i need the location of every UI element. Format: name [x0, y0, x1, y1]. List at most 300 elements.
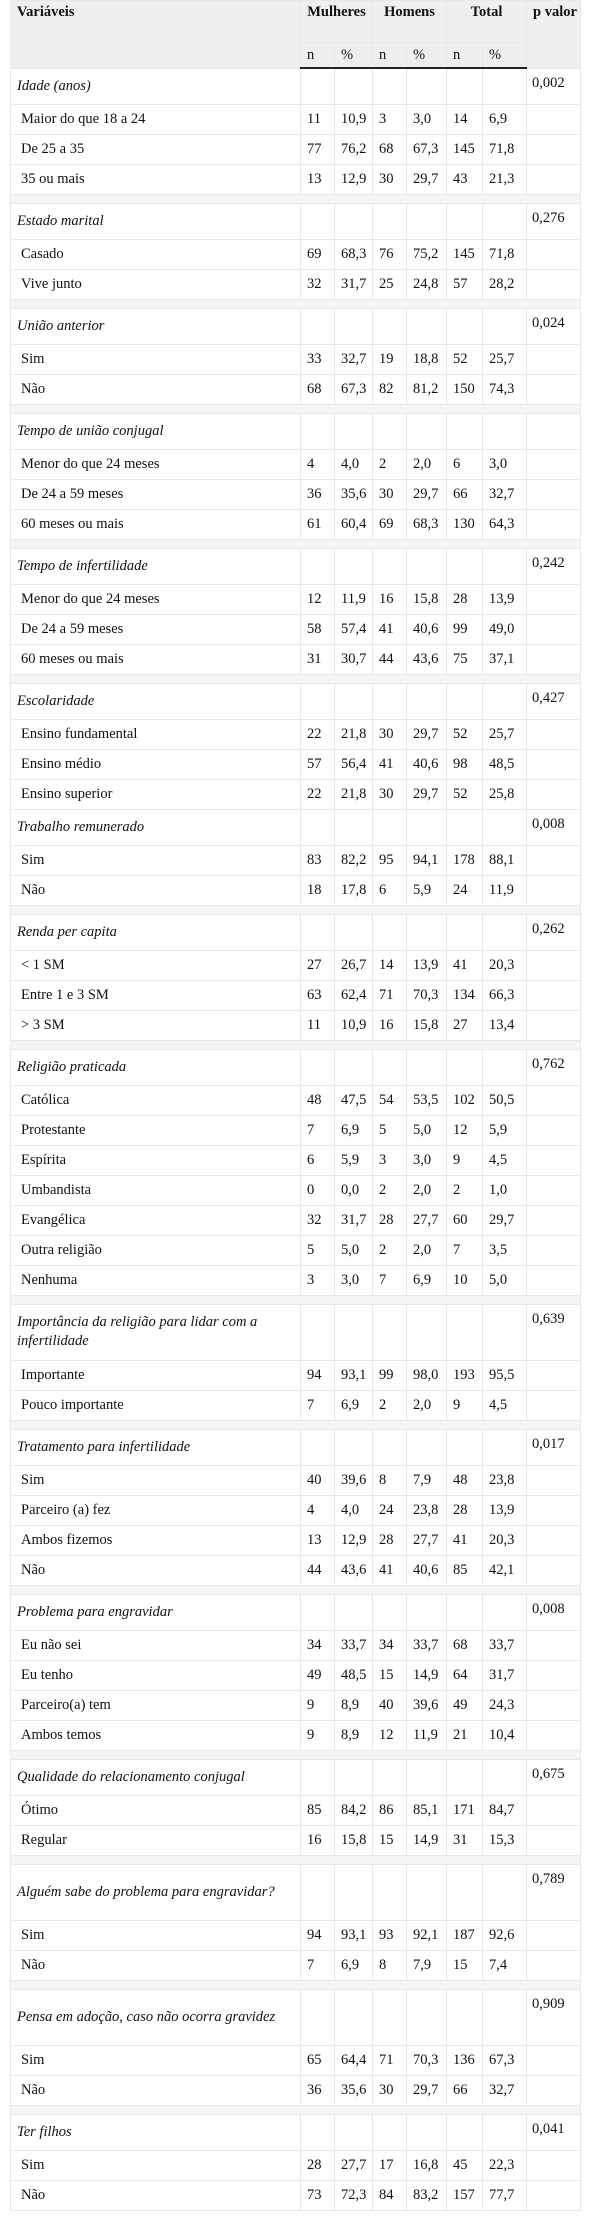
empty-cell	[527, 344, 581, 374]
empty-cell	[335, 68, 373, 104]
total-pct-cell: 13,4	[483, 1010, 527, 1040]
total-pct-cell: 74,3	[483, 374, 527, 404]
section-row	[11, 1304, 581, 1360]
total-n-cell: 99	[447, 614, 483, 644]
empty-cell	[527, 2180, 581, 2210]
men-n-cell: 76	[373, 239, 407, 269]
section-row	[11, 2114, 581, 2150]
men-pct-cell: 43,6	[407, 644, 447, 674]
table-row	[11, 1920, 581, 1950]
empty-cell	[407, 1594, 447, 1630]
women-n-cell: 4	[301, 1495, 335, 1525]
spacer-cell	[11, 539, 581, 548]
empty-cell	[447, 308, 483, 344]
empty-cell	[527, 1555, 581, 1585]
total-n-cell: 24	[447, 875, 483, 905]
men-pct-cell: 70,3	[407, 980, 447, 1010]
table-row	[11, 479, 581, 509]
total-pct-cell: 31,7	[483, 1660, 527, 1690]
spacer-cell	[11, 674, 581, 683]
empty-cell	[483, 1759, 527, 1795]
section-row	[11, 413, 581, 449]
women-n-cell: 22	[301, 779, 335, 809]
row-label: < 1 SM	[11, 950, 301, 980]
p-value: 0,909	[527, 1989, 581, 2045]
p-value: 0,041	[527, 2114, 581, 2150]
row-label: Evangélica	[11, 1205, 301, 1235]
men-pct-cell: 98,0	[407, 1360, 447, 1390]
women-n-cell: 77	[301, 134, 335, 164]
empty-cell	[373, 1594, 407, 1630]
row-label: Não	[11, 875, 301, 905]
men-pct-cell: 2,0	[407, 1390, 447, 1420]
spacer-cell	[11, 1980, 581, 1989]
section-row	[11, 548, 581, 584]
section-title: Tratamento para infertilidade	[11, 1429, 301, 1465]
section-row	[11, 308, 581, 344]
men-pct-cell: 39,6	[407, 1690, 447, 1720]
men-n-cell: 44	[373, 644, 407, 674]
row-label: Não	[11, 1555, 301, 1585]
empty-cell	[483, 809, 527, 845]
men-pct-cell: 5,0	[407, 1115, 447, 1145]
empty-cell	[407, 548, 447, 584]
empty-cell	[527, 980, 581, 1010]
empty-cell	[527, 269, 581, 299]
empty-cell	[527, 1950, 581, 1980]
empty-cell	[373, 1989, 407, 2045]
p-value: 0,008	[527, 1594, 581, 1630]
empty-cell	[335, 1594, 373, 1630]
empty-cell	[301, 68, 335, 104]
empty-cell	[527, 749, 581, 779]
empty-cell	[301, 1759, 335, 1795]
data-table	[10, 0, 581, 2211]
header-women: Mulheres	[301, 1, 373, 43]
men-n-cell: 30	[373, 719, 407, 749]
total-pct-cell: 15,3	[483, 1825, 527, 1855]
men-n-cell: 15	[373, 1660, 407, 1690]
total-pct-cell: 3,5	[483, 1235, 527, 1265]
men-n-cell: 41	[373, 614, 407, 644]
table-row	[11, 2075, 581, 2105]
total-pct-cell: 66,3	[483, 980, 527, 1010]
men-pct-cell: 2,0	[407, 1175, 447, 1205]
men-pct-cell: 29,7	[407, 719, 447, 749]
empty-cell	[483, 308, 527, 344]
empty-cell	[373, 548, 407, 584]
men-pct-cell: 7,9	[407, 1950, 447, 1980]
men-pct-cell: 40,6	[407, 614, 447, 644]
men-n-cell: 71	[373, 980, 407, 1010]
total-n-cell: 31	[447, 1825, 483, 1855]
empty-cell	[301, 1049, 335, 1085]
women-n-cell: 36	[301, 479, 335, 509]
row-label: Não	[11, 2180, 301, 2210]
empty-cell	[527, 1265, 581, 1295]
row-label: Ambos temos	[11, 1720, 301, 1750]
total-n-cell: 41	[447, 950, 483, 980]
women-n-cell: 16	[301, 1825, 335, 1855]
men-n-cell: 3	[373, 104, 407, 134]
section-row	[11, 914, 581, 950]
empty-cell	[483, 68, 527, 104]
empty-cell	[301, 1429, 335, 1465]
empty-cell	[447, 548, 483, 584]
row-label: Eu tenho	[11, 1660, 301, 1690]
men-pct-cell: 3,0	[407, 104, 447, 134]
p-value: 0,639	[527, 1304, 581, 1360]
total-pct-cell: 20,3	[483, 950, 527, 980]
row-label: Parceiro(a) tem	[11, 1690, 301, 1720]
women-pct-cell: 6,9	[335, 1115, 373, 1145]
men-pct-cell: 29,7	[407, 2075, 447, 2105]
empty-cell	[407, 1049, 447, 1085]
row-label: Vive junto	[11, 269, 301, 299]
women-pct-cell: 35,6	[335, 479, 373, 509]
table-row	[11, 1495, 581, 1525]
men-pct-cell: 5,9	[407, 875, 447, 905]
section-title: Tempo de união conjugal	[11, 413, 301, 449]
table-row	[11, 875, 581, 905]
total-n-cell: 136	[447, 2045, 483, 2075]
empty-cell	[483, 203, 527, 239]
row-label: Menor do que 24 meses	[11, 449, 301, 479]
table-row	[11, 1145, 581, 1175]
table-body	[11, 68, 581, 2210]
row-label: Ensino fundamental	[11, 719, 301, 749]
empty-cell	[527, 1465, 581, 1495]
row-label: Ambos fizemos	[11, 1525, 301, 1555]
men-pct-cell: 2,0	[407, 449, 447, 479]
women-n-cell: 11	[301, 1010, 335, 1040]
section-row	[11, 1429, 581, 1465]
section-row	[11, 1049, 581, 1085]
total-n-cell: 15	[447, 1950, 483, 1980]
men-pct-cell: 14,9	[407, 1660, 447, 1690]
table-header	[11, 1, 581, 69]
table-row	[11, 2045, 581, 2075]
total-n-cell: 171	[447, 1795, 483, 1825]
table-row	[11, 104, 581, 134]
total-pct-cell: 29,7	[483, 1205, 527, 1235]
empty-cell	[527, 1205, 581, 1235]
total-pct-cell: 25,7	[483, 344, 527, 374]
row-label: Eu não sei	[11, 1630, 301, 1660]
total-n-cell: 60	[447, 1205, 483, 1235]
p-value: 0,017	[527, 1429, 581, 1465]
women-pct-cell: 39,6	[335, 1465, 373, 1495]
men-n-cell: 68	[373, 134, 407, 164]
empty-cell	[527, 875, 581, 905]
empty-cell	[527, 134, 581, 164]
row-label: Sim	[11, 1920, 301, 1950]
row-label: Importante	[11, 1360, 301, 1390]
men-n-cell: 30	[373, 479, 407, 509]
empty-cell	[301, 1304, 335, 1360]
men-n-cell: 5	[373, 1115, 407, 1145]
empty-cell	[527, 479, 581, 509]
total-n-cell: 10	[447, 1265, 483, 1295]
table-row	[11, 1720, 581, 1750]
table-row	[11, 584, 581, 614]
total-n-cell: 187	[447, 1920, 483, 1950]
empty-cell	[483, 1864, 527, 1920]
empty-cell	[483, 1049, 527, 1085]
women-n-cell: 57	[301, 749, 335, 779]
total-n-cell: 145	[447, 239, 483, 269]
women-pct-cell: 93,1	[335, 1920, 373, 1950]
total-n-cell: 49	[447, 1690, 483, 1720]
women-n-cell: 22	[301, 719, 335, 749]
women-n-cell: 28	[301, 2150, 335, 2180]
men-n-cell: 54	[373, 1085, 407, 1115]
total-pct-cell: 48,5	[483, 749, 527, 779]
empty-cell	[335, 548, 373, 584]
men-n-cell: 99	[373, 1360, 407, 1390]
men-pct-cell: 29,7	[407, 779, 447, 809]
women-n-cell: 61	[301, 509, 335, 539]
empty-cell	[483, 1304, 527, 1360]
women-n-cell: 36	[301, 2075, 335, 2105]
table-row	[11, 1265, 581, 1295]
men-n-cell: 93	[373, 1920, 407, 1950]
women-pct-cell: 8,9	[335, 1690, 373, 1720]
empty-cell	[527, 584, 581, 614]
women-pct-cell: 72,3	[335, 2180, 373, 2210]
women-pct-cell: 21,8	[335, 719, 373, 749]
women-pct-cell: 10,9	[335, 1010, 373, 1040]
total-n-cell: 52	[447, 719, 483, 749]
header-variables: Variáveis	[11, 1, 301, 69]
total-pct-cell: 4,5	[483, 1390, 527, 1420]
men-n-cell: 95	[373, 845, 407, 875]
women-n-cell: 63	[301, 980, 335, 1010]
empty-cell	[373, 914, 407, 950]
empty-cell	[527, 374, 581, 404]
empty-cell	[407, 1304, 447, 1360]
women-n-cell: 7	[301, 1950, 335, 1980]
men-pct-cell: 27,7	[407, 1205, 447, 1235]
total-n-cell: 57	[447, 269, 483, 299]
empty-cell	[447, 1049, 483, 1085]
empty-cell	[407, 1429, 447, 1465]
spacer-cell	[11, 404, 581, 413]
men-n-cell: 12	[373, 1720, 407, 1750]
empty-cell	[335, 413, 373, 449]
women-n-cell: 85	[301, 1795, 335, 1825]
empty-cell	[373, 1049, 407, 1085]
women-pct-cell: 6,9	[335, 1390, 373, 1420]
p-value: 0,276	[527, 203, 581, 239]
empty-cell	[301, 1864, 335, 1920]
men-n-cell: 3	[373, 1145, 407, 1175]
empty-cell	[527, 1495, 581, 1525]
total-pct-cell: 5,0	[483, 1265, 527, 1295]
empty-cell	[483, 1989, 527, 2045]
empty-cell	[373, 1759, 407, 1795]
women-n-cell: 32	[301, 1205, 335, 1235]
women-n-cell: 32	[301, 269, 335, 299]
empty-cell	[447, 683, 483, 719]
section-title: Idade (anos)	[11, 68, 301, 104]
section-row	[11, 68, 581, 104]
men-pct-cell: 15,8	[407, 1010, 447, 1040]
total-pct-cell: 92,6	[483, 1920, 527, 1950]
empty-cell	[527, 104, 581, 134]
table-row	[11, 1630, 581, 1660]
women-pct-cell: 48,5	[335, 1660, 373, 1690]
men-n-cell: 14	[373, 950, 407, 980]
women-n-cell: 48	[301, 1085, 335, 1115]
men-n-cell: 34	[373, 1630, 407, 1660]
total-pct-cell: 24,3	[483, 1690, 527, 1720]
men-pct-cell: 29,7	[407, 479, 447, 509]
total-n-cell: 85	[447, 1555, 483, 1585]
header-women-n: n	[301, 43, 335, 69]
spacer-cell	[11, 1420, 581, 1429]
men-n-cell: 2	[373, 1175, 407, 1205]
empty-cell	[527, 1630, 581, 1660]
p-value: 0,675	[527, 1759, 581, 1795]
empty-cell	[527, 1145, 581, 1175]
p-value: 0,002	[527, 68, 581, 104]
section-spacer	[11, 1855, 581, 1864]
row-label: Maior do que 18 a 24	[11, 104, 301, 134]
men-n-cell: 41	[373, 749, 407, 779]
empty-cell	[527, 449, 581, 479]
men-pct-cell: 70,3	[407, 2045, 447, 2075]
p-value: 0,008	[527, 809, 581, 845]
total-pct-cell: 4,5	[483, 1145, 527, 1175]
women-pct-cell: 27,7	[335, 2150, 373, 2180]
section-title: Tempo de infertilidade	[11, 548, 301, 584]
empty-cell	[447, 2114, 483, 2150]
empty-cell	[335, 2114, 373, 2150]
table-row	[11, 779, 581, 809]
section-title: Trabalho remunerado	[11, 809, 301, 845]
section-row	[11, 683, 581, 719]
row-label: Menor do que 24 meses	[11, 584, 301, 614]
total-n-cell: 28	[447, 584, 483, 614]
men-n-cell: 8	[373, 1465, 407, 1495]
women-pct-cell: 21,8	[335, 779, 373, 809]
men-n-cell: 28	[373, 1205, 407, 1235]
empty-cell	[527, 239, 581, 269]
section-title: União anterior	[11, 308, 301, 344]
table-row	[11, 2180, 581, 2210]
table-row	[11, 749, 581, 779]
women-n-cell: 31	[301, 644, 335, 674]
empty-cell	[407, 809, 447, 845]
spacer-cell	[11, 1585, 581, 1594]
empty-cell	[335, 1759, 373, 1795]
total-pct-cell: 7,4	[483, 1950, 527, 1980]
women-n-cell: 5	[301, 1235, 335, 1265]
empty-cell	[335, 203, 373, 239]
table-row	[11, 1085, 581, 1115]
empty-cell	[483, 1429, 527, 1465]
section-spacer	[11, 1420, 581, 1429]
empty-cell	[527, 1690, 581, 1720]
total-pct-cell: 25,7	[483, 719, 527, 749]
men-pct-cell: 6,9	[407, 1265, 447, 1295]
row-label: Não	[11, 1950, 301, 1980]
row-label: Não	[11, 374, 301, 404]
men-n-cell: 6	[373, 875, 407, 905]
section-title: Renda per capita	[11, 914, 301, 950]
women-pct-cell: 57,4	[335, 614, 373, 644]
men-n-cell: 2	[373, 449, 407, 479]
row-label: Ótimo	[11, 1795, 301, 1825]
spacer-cell	[11, 1295, 581, 1304]
p-value: 0,427	[527, 683, 581, 719]
total-n-cell: 66	[447, 2075, 483, 2105]
empty-cell	[447, 809, 483, 845]
row-label: Ensino superior	[11, 779, 301, 809]
total-pct-cell: 11,9	[483, 875, 527, 905]
total-n-cell: 134	[447, 980, 483, 1010]
men-n-cell: 69	[373, 509, 407, 539]
men-pct-cell: 67,3	[407, 134, 447, 164]
p-value: 0,789	[527, 1864, 581, 1920]
total-n-cell: 52	[447, 344, 483, 374]
total-n-cell: 14	[447, 104, 483, 134]
empty-cell	[483, 413, 527, 449]
empty-cell	[527, 1175, 581, 1205]
women-pct-cell: 0,0	[335, 1175, 373, 1205]
header-men: Homens	[373, 1, 447, 43]
men-n-cell: 71	[373, 2045, 407, 2075]
section-row	[11, 1864, 581, 1920]
empty-cell	[407, 1989, 447, 2045]
total-n-cell: 66	[447, 479, 483, 509]
empty-cell	[527, 1720, 581, 1750]
section-spacer	[11, 194, 581, 203]
header-women-pct: %	[335, 43, 373, 69]
women-pct-cell: 93,1	[335, 1360, 373, 1390]
total-pct-cell: 25,8	[483, 779, 527, 809]
row-label: Umbandista	[11, 1175, 301, 1205]
spacer-cell	[11, 1750, 581, 1759]
total-n-cell: 193	[447, 1360, 483, 1390]
men-n-cell: 8	[373, 1950, 407, 1980]
total-pct-cell: 1,0	[483, 1175, 527, 1205]
men-n-cell: 84	[373, 2180, 407, 2210]
total-n-cell: 9	[447, 1145, 483, 1175]
women-n-cell: 34	[301, 1630, 335, 1660]
spacer-cell	[11, 2105, 581, 2114]
header-total-pct: %	[483, 43, 527, 69]
header-total: Total	[447, 1, 527, 43]
total-pct-cell: 67,3	[483, 2045, 527, 2075]
table-row	[11, 449, 581, 479]
women-pct-cell: 60,4	[335, 509, 373, 539]
women-pct-cell: 12,9	[335, 1525, 373, 1555]
empty-cell	[527, 1390, 581, 1420]
total-n-cell: 178	[447, 845, 483, 875]
women-pct-cell: 76,2	[335, 134, 373, 164]
empty-cell	[527, 1235, 581, 1265]
total-pct-cell: 42,1	[483, 1555, 527, 1585]
section-title: Qualidade do relacionamento conjugal	[11, 1759, 301, 1795]
empty-cell	[447, 1429, 483, 1465]
row-label: De 25 a 35	[11, 134, 301, 164]
table-row	[11, 374, 581, 404]
empty-cell	[335, 683, 373, 719]
empty-cell	[407, 1864, 447, 1920]
women-n-cell: 33	[301, 344, 335, 374]
